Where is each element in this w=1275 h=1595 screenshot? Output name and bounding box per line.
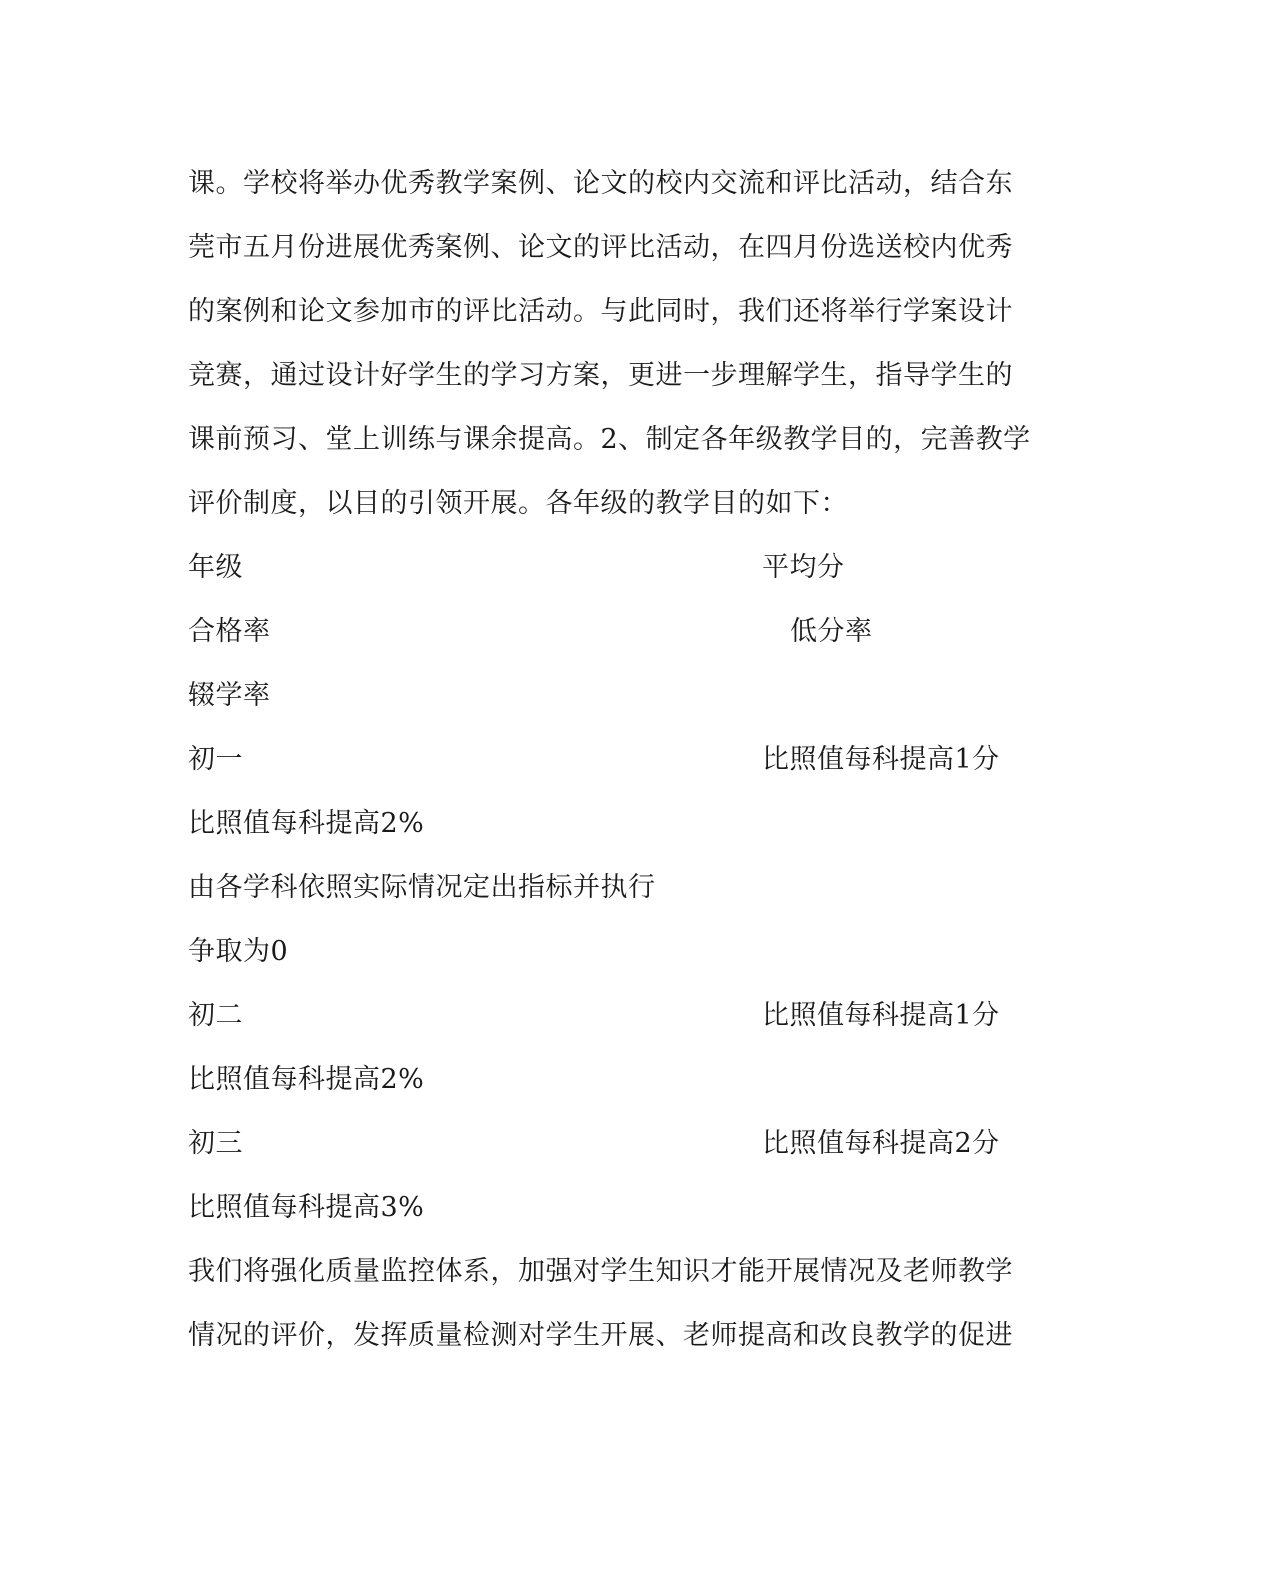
table-row-low-rate: 由各学科依照实际情况定出指标并执行 [188, 872, 656, 903]
table-row-average: 比照值每科提高1分 [762, 1000, 1000, 1031]
paragraph-line: 评价制度，以目的引领开展。各年级的教学目的如下： [188, 488, 848, 519]
table-header-pass-rate: 合格率 [188, 616, 271, 647]
table-header-average: 平均分 [762, 552, 845, 583]
paragraph-line: 课前预习、堂上训练与课余提高。2、制定各年级教学目的，完善教学 [188, 424, 1031, 455]
table-header-dropout-rate: 辍学率 [188, 680, 271, 711]
table-header-grade: 年级 [188, 552, 243, 583]
table-row-pass-rate: 比照值每科提高2% [188, 1064, 425, 1095]
table-row-grade: 初一 [188, 744, 243, 775]
paragraph-line: 情况的评价，发挥质量检测对学生开展、老师提高和改良教学的促进 [188, 1320, 1013, 1351]
paragraph-line: 竞赛，通过设计好学生的学习方案，更进一步理解学生，指导学生的 [188, 360, 1013, 391]
table-row-average: 比照值每科提高1分 [762, 744, 1000, 775]
paragraph-line: 莞市五月份进展优秀案例、论文的评比活动，在四月份选送校内优秀 [188, 232, 1013, 263]
table-row-average: 比照值每科提高2分 [762, 1128, 1000, 1159]
table-row-pass-rate: 比照值每科提高2% [188, 808, 425, 839]
table-row-grade: 初三 [188, 1128, 243, 1159]
table-row-pass-rate: 比照值每科提高3% [188, 1192, 425, 1223]
paragraph-line: 的案例和论文参加市的评比活动。与此同时，我们还将举行学案设计 [188, 296, 1013, 327]
table-row-grade: 初二 [188, 1000, 243, 1031]
table-header-low-rate: 低分率 [790, 616, 873, 647]
table-row-dropout-rate: 争取为0 [188, 936, 289, 967]
paragraph-line: 课。学校将举办优秀教学案例、论文的校内交流和评比活动，结合东 [188, 168, 1013, 199]
paragraph-line: 我们将强化质量监控体系，加强对学生知识才能开展情况及老师教学 [188, 1256, 1013, 1287]
